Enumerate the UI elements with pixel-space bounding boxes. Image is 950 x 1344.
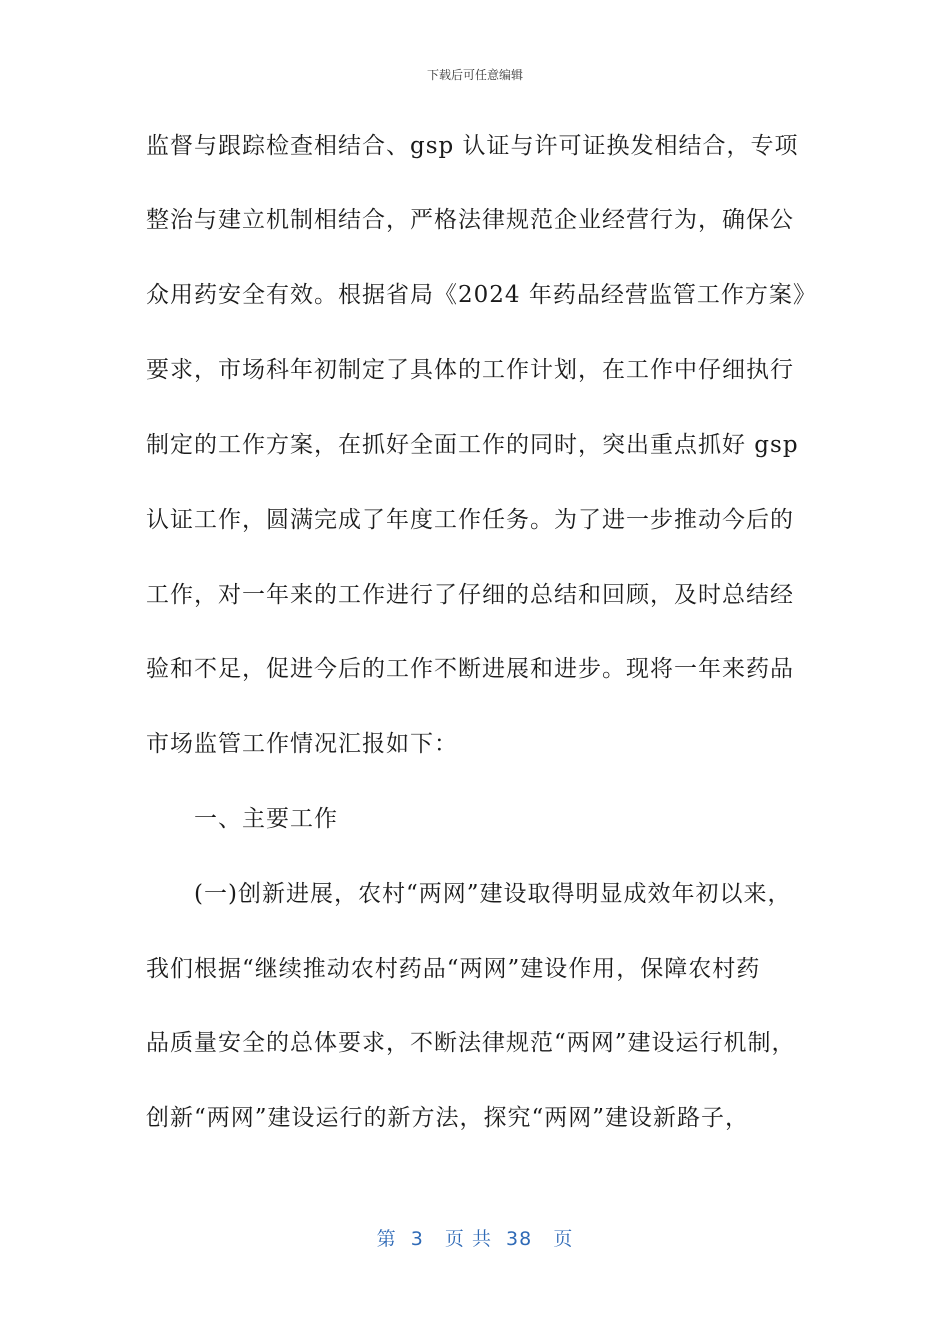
body-line-13: 品质量安全的总体要求，不断法律规范“两网”建设运行机制， (146, 1030, 796, 1056)
body-line-9: 市场监管工作情况汇报如下： (146, 731, 458, 757)
body-line-11: (一)创新进展，农村“两网”建设取得明显成效年初以来， (194, 881, 792, 907)
body-line-8: 验和不足，促进今后的工作不断进展和进步。现将一年来药品 (146, 656, 794, 682)
header-note: 下载后可任意编辑 (426, 68, 523, 82)
section-heading: 一、主要工作 (194, 806, 338, 832)
body-line-6: 认证工作，圆满完成了年度工作任务。为了进一步推动今后的 (146, 507, 794, 533)
body-line-14: 创新“两网”建设运行的新方法，探究“两网”建设新路子， (146, 1105, 750, 1131)
body-line-12: 我们根据“继续推动农村药品“两网”建设作用，保障农村药 (146, 956, 761, 982)
body-line-1: 监督与跟踪检查相结合、gsp 认证与许可证换发相结合，专项 (146, 133, 799, 159)
body-line-3: 众用药安全有效。根据省局《2024 年药品经营监管工作方案》 (146, 282, 817, 308)
body-line-7: 工作，对一年来的工作进行了仔细的总结和回顾，及时总结经 (146, 582, 794, 608)
body-line-4: 要求，市场科年初制定了具体的工作计划，在工作中仔细执行 (146, 357, 794, 383)
page-number-footer: 第 3 页 共 38 页 (376, 1228, 574, 1250)
body-line-5: 制定的工作方案，在抓好全面工作的同时，突出重点抓好 gsp (146, 432, 799, 458)
body-line-2: 整治与建立机制相结合，严格法律规范企业经营行为，确保公 (146, 207, 794, 233)
